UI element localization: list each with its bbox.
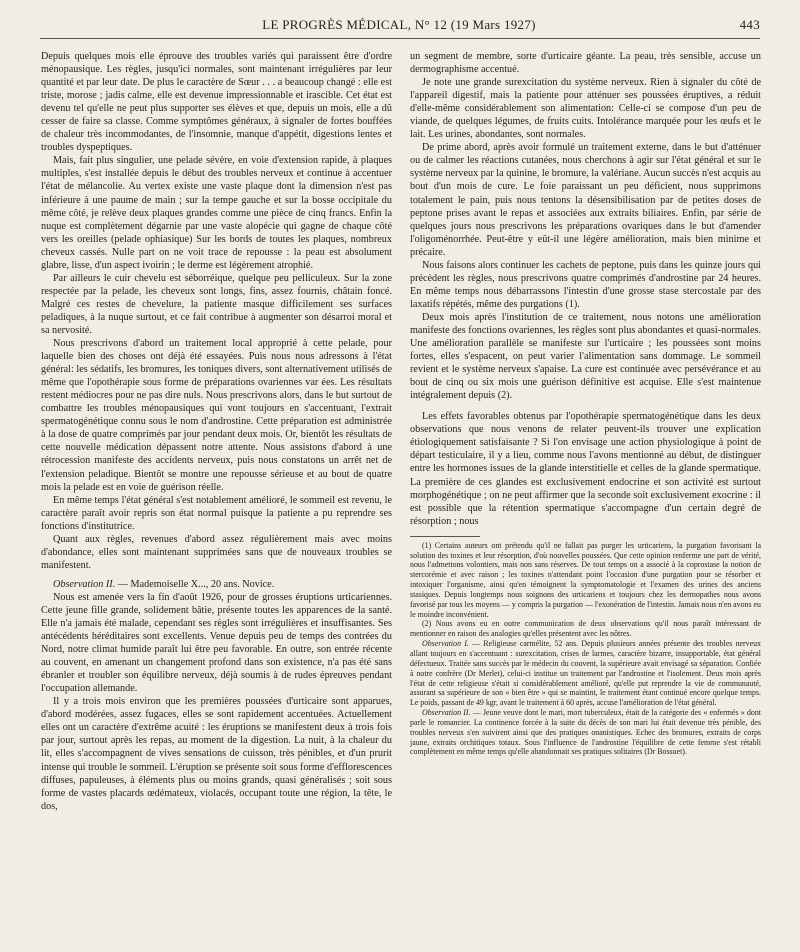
paragraph: Les effets favorables obtenus par l'opothérapie spermatogénétique dans les deux observations que nous venons de relater peuvent-ils trouver une explication étiologiquement satisfaisante ? Si l'on envisage une action physiologique à point de départ testiculaire, il y a lieu, comme nous l'avons mentionné au début, de distinguer entre les hormones issues de la glande interstitielle et celles de la glande spermatique. La première de ces glandes est exclusivement endocrine et son activité est surtout morphogénétique ; on ne peut affirmer que la seconde soit exclusivement exocrine : il est possible que la rétention spermatique s'accompagne d'un certain degré de résorption ; nous — [410, 411, 761, 527]
paragraph: Depuis quelques mois elle éprouve des troubles variés qui paraissent être d'ordre ménopausique. Les règles, jusqu'ici normales, sont maintenant irrégulières par leur quantité et par leur date. De plus le caractère de Sœur . . . a beaucoup changé : elle est triste, morose ; jadis calme, elle est devenue impressionnable et irascible. Cet état est devenu tel qu'elle ne peut plus supporter ses élèves et que, depuis un mois, elle a dû cesser de faire sa classe. Comme symptômes généraux, à signaler de fortes bouffées de chaleur très incommodantes, de l'insomnie, manque d'appétit, digestions lentes et troubles dyspeptiques. — [41, 51, 392, 154]
paragraph: Je note une grande surexcitation du système nerveux. Rien à signaler du côté de l'appareil digestif, mais la patiente pour atténuer ses poussées éruptives, a réduit d'elle-même considérablement son alimentation: Celle-ci se compose d'un peu de viande, de quelques légumes, de fruits cuits. Intolérance marquée pour les œufs et le lait. Les urines, abondantes, sont normales. — [410, 77, 761, 141]
paragraph: Quant aux règles, revenues d'abord assez régulièrement mais avec moins d'abondance, elles sont maintenant supprimées sans que de nouveaux troubles se manifestent. — [41, 533, 392, 571]
paragraph: Deux mois après l'institution de ce traitement, nous notons une amélioration manifeste des fonctions ovariennes, les règles sont plus abondantes et quasi-normales. Une amélioration parallèle se manifeste sur l'urticaire ; les poussées sont moins fortes, elles s'espacent, on peut varier l'alimentation sans dommage. Le sommeil revient et le système nerveux s'apaise. La cure est continuée avec persévérance et au bout de cinq ou six mois une guérison définitive est acquise. Elle s'est maintenue intégralement depuis (2). — [410, 311, 761, 402]
observation-subject: — Mademoiselle X..., 20 ans. Novice. — [115, 578, 275, 590]
footnote-observation-text: — Jeune veuve dont le mari, mort tuberculeux, était de la catégorie des « enfermés » dont parle le romancier. La continence forcée à la suite du décès de son mari lui était devenue très pénible, des troubles nerveux s'en suivirent ainsi que des pratiques onanistiques. Echec des bromures, extraits de corps jaune, extraits orchitiques totaux. Sous l'influence de l'androstine l'équilibre de cette femme s'est rétabli complètement en même temps qu'elle abandonnait ses pratiques solitaires (Dr Bossuet). — [410, 708, 761, 757]
running-header — [38, 17, 760, 37]
footnote-rule — [410, 536, 480, 537]
paragraph: Nous est amenée vers la fin d'août 1926, pour de grosses éruptions urticariennes. Cette jeune fille grande, solidement bâtie, présente toutes les apparences de la santé. Elle n'a jamais été malade, cependant ses règles sont irrégulières et insuffisantes. Ses antécédents héréditaires sont excellents. Venue depuis peu de temps des contrées du Nord, notre climat humide paraît lui être peu favorable. En outre, son entrée récente au couvent, en amenant un changement profond dans son existence, n'a pas été sans ébranler et troubler son équilibre nerveux, déjà soumis à de rudes épreuves pendant l'occupation allemande. — [41, 591, 392, 695]
footnote: (2) Nous avons eu en outre communication de deux observations qu'il nous paraît intéressant de mentionner en raison des analogies qu'elles présentent avec les nôtres. — [410, 619, 761, 639]
paragraph: En même temps l'état général s'est notablement amélioré, le sommeil est revenu, le caractère paraît avoir repris son état normal puisque la patiente a pu reprendre ses fonctions d'institutrice. — [41, 494, 392, 532]
footnote — [410, 639, 761, 708]
right-column — [410, 50, 761, 757]
paragraph: Nous faisons alors continuer les cachets de peptone, puis dans les quinze jours qui précèdent les règles, nous prescrivons quatre comprimés d'androstine par 24 heures. En même temps nous débarrassons l'intestin d'une grosse stase stercostale par des laxatifs répétés, même des purgations (1). — [410, 259, 761, 310]
footnote — [410, 708, 761, 757]
footnote-observation-title: Observation I. — [422, 639, 469, 649]
paragraph: Nous prescrivons d'abord un traitement local approprié à cette pelade, pour laquelle bien des choses ont déjà été essayées. Puis nous nous adressons à l'état général: les sédatifs, les bromures, les toniques divers, sont alternativement utilisés de même que l'opothérapie sous forme de préparations ovariennes var ées. Les résultats restent médiocres pour ne pas dire nuls. Nous prescrivons alors, dans le but surtout de combattre les troubles ménopausiques qui vont toujours en s'accentuant, l'extrait spermatogénétique connu sous le nom d'androstine. Cette préparation est administrée à la dose de quatre comprimés par jour pendant deux mois. Or, bientôt les résultats de cette nouvelle médication dépassent notre attente. Nous assistons d'abord à une rétrocession manifeste des accidents nerveux, puis nous constatons un arrêt net de l'extension peladique. Bientôt se montre une repousse sérieuse et au bout de quatre mois la pelade est en voie de guérison réelle. — [41, 338, 392, 493]
footnote: (1) Certains auteurs ont prétendu qu'il ne fallait pas purger les urticariens, la purgation favorisant la solution des toxines et leur résorption, d'où nouvelles poussées. Que cette opinion renferme une part de vérité, nous l'admettons volontiers, mais non sans réserves. De tout temps on a associé à la coprostase la notion de stercorémie et avec raison ; les toxines n'attendant point l'occasion d'une purgation pour se résorber et intoxiquer l'organisme, ainsi qu'en témoignent la symptomatologie et l'examen des urines des anciens stasiques. Depuis longtemps nous soignons des urticariens et toujours chez les dermopathes nous avons favorisé par tous les moyens — y compris la purgation — l'exonération de l'intestin. Jamais nous n'en avons eu le moindre inconvénient. — [410, 540, 761, 619]
paragraph: De prime abord, après avoir formulé un traitement externe, dans le but d'atténuer ou de calmer les réactions cutanées, nous cherchons à agir sur l'état général et sur le système nerveux par la quinine, le bromure, la valériane. Aucun succès n'est acquis au bout d'un mois de cure. Le foie paraissant un peu déficient, nous supprimons totalement le pain, puis nous tentons la désensibilisation par de petites doses de peptone prises avant le repas et associées aux extraits biliaires. Enfin, par série de quelques jours nous prescrivons les préparations ovariques dans le but d'amender l'oligoménorrhée. Peut-être y eût-il une légère amélioration, mais bien minime et précaire. — [410, 142, 761, 258]
paragraph: Il y a trois mois environ que les premières poussées d'urticaire sont apparues, d'abord modérées, assez fugaces, elles se sont rapidement accentuées. Actuellement elles ont un caractère d'extrême acuité : les éruptions se manifestent deux à trois fois par jour, surtout après les repas, au moment de la digestion. La nuit, à la chaleur du lit, elles s'accompagnent de vives sensations de cuisson, très pénibles, et d'un prurit intense qui trouble le sommeil. L'éruption se présente soit sous forme d'efflorescences diffuses, papuleuses, à éléments plus ou moins grands, quasi généralisés ; soit sous forme de vastes placards œdémateux, violacés, occupant toute une région, la tête, le dos, — [41, 696, 392, 812]
footnote-observation-text: — Religieuse carmélite, 52 ans. Depuis plusieurs années présente des troubles nerveux allant toujours en s'accentuant : surexcitation, crises de larmes, caractère bizarre, insupportable, état général défectueux. Traitée sans succès par le médecin du couvent, la supérieure avait envisagé sa séparation. Confiée à notre confrère (Dr Merlet), celui-ci institue un traitement par l'androstine et l'isolement. Deux mois après l'état de cette religieuse s'était si considérablement amélioré, qu'elle put reprendre la vie de communauté, assurant sa supérieure de son « bien être » qui se maintint, le traitement étant continué encore quelque temps. Le poids, passant de 49 kgr, avant le traitement à 60 après, accuse l'amélioration de l'état général. — [410, 639, 761, 708]
paragraph: un segment de membre, sorte d'urticaire géante. La peau, très sensible, accuse un dermographisme accentué. — [410, 51, 761, 76]
paragraph: Par ailleurs le cuir chevelu est séborréique, quelque peu pelliculeux. Sur la zone respectée par la pelade, les cheveux sont longs, fins, assez fournis, châtain foncé. Malgré ces restes de chevelure, la patiente masque difficilement ses surfaces peladiques, à la nuque surtout, et ce fait contribue à augmenter son désarroi moral et sa nervosité. — [41, 272, 392, 336]
left-column — [41, 50, 392, 813]
paragraph: Mais, fait plus singulier, une pelade sévère, en voie d'extension rapide, à plaques multiples, s'est installée depuis le début des troubles nerveux et continue à accentuer l'état de mélancolie. Au vertex existe une vaste plaque dont la dimension n'est pas inférieure à une paume de main ; sur la tempe gauche et sur la bosse occipitale du même côté, je relève deux plaques grandes comme une pièce de cinq francs. Enfin la nuque est complètement dégarnie par une vaste alopécie qui gagne de chaque côté vers les oreilles (pelade ophiasique) Sur les bords de toutes les plaques, nombreux cheveux cassés. Nulle part on ne voit trace de repousse : la peau est absolument glabre, lisse, d'un aspect ivoirin ; le derme est légèrement atrophié. — [41, 155, 392, 271]
footnote-observation-title: Observation II. — [422, 708, 471, 718]
header-rule — [40, 38, 760, 39]
observation-title: Observation II. — [53, 578, 116, 590]
observation-heading — [41, 578, 392, 591]
journal-title: LE PROGRÈS MÉDICAL, N° 12 (19 Mars 1927) — [262, 17, 536, 32]
footnotes — [410, 541, 761, 758]
page-number: 443 — [739, 17, 760, 32]
